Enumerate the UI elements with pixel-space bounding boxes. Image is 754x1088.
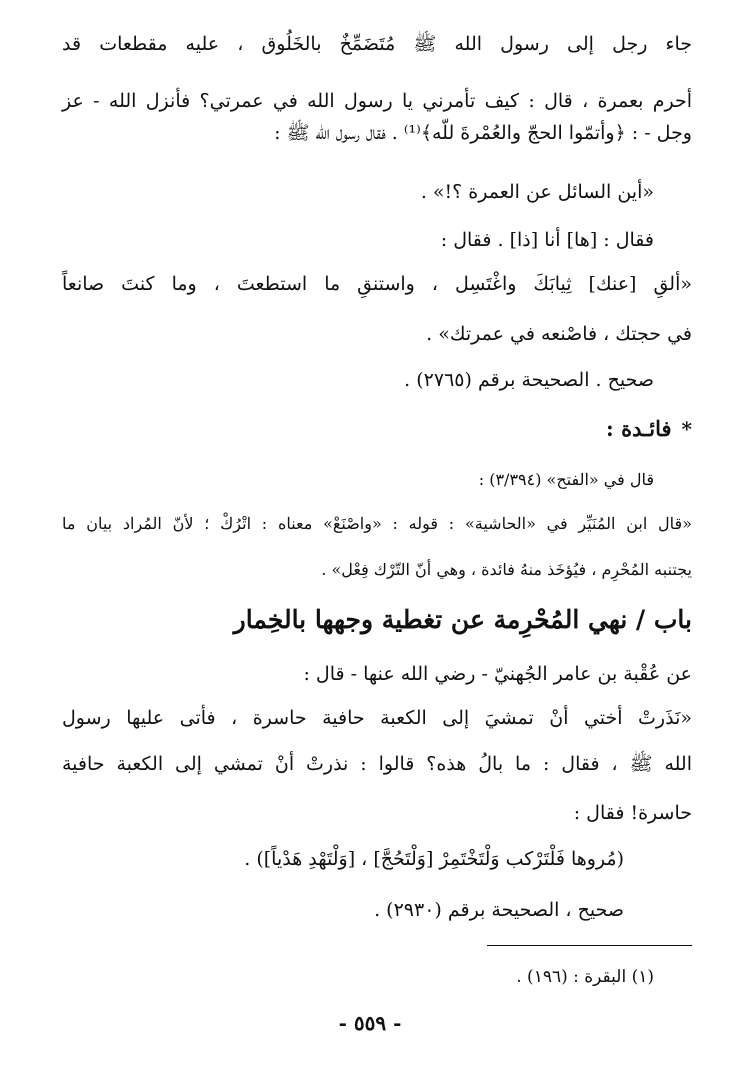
hadith-line-1: جاء رجل إلى رسول الله ﷺ مُتَضَمِّخٌ بالخَلُوق ، عليه مقطعات قد [62, 33, 692, 55]
faida-line-1: قال في «الفتح» (٣/٣٩٤) : [478, 470, 654, 489]
footnote: (١) البقرة : (١٩٦) . [516, 967, 654, 987]
chapter-line-3: الله ﷺ ، فقال : ما بالُ هذه؟ قالوا : نذرتْ أنْ تمشي إلى الكعبة حافية [62, 753, 692, 775]
chapter-heading: باب / نهي المُحْرِمة عن تغطية وجهها بالخِمار [233, 605, 692, 634]
chapter-line-5: (مُروها فَلْتَرْكب وَلْتَخْتَمِرْ [وَلْتَحُجَّ] ، [وَلْتَهْدِ هَدْياً]) . [244, 848, 624, 870]
faida-line-2: «قال ابن المُنَيِّر في «الحاشية» : قوله : «واصْنَعْ» معناه : اتْرُكْ ؛ لأنّ المُراد بيان ما [62, 514, 692, 533]
hadith-line-2: أحرم بعمرة ، قال : كيف تأمرني يا رسول الله في عمرتي؟ فأنزل الله - عز [62, 90, 692, 112]
footnote-divider [487, 945, 692, 946]
hadith-grading-2: صحيح ، الصحيحة برقم (٢٩٣٠) . [374, 899, 624, 921]
hadith-line-6: «ألقِ [عنك] ثِيابَكَ واغْتَسِل ، واستنقِ ما استطعتَ ، وما كنتَ صانعاً [62, 273, 692, 295]
faida-line-3: يجتنبه المُحْرِم ، فيُؤخَذ منهُ فائدة ، وهي أنّ التّرْك فِعْل» . [321, 560, 692, 579]
page-number: - ٥٥٩ - [338, 1011, 402, 1035]
hadith-grading-1: صحيح . الصحيحة برقم (٢٧٦٥) . [404, 369, 654, 391]
hadith-line-3: وجل - : ﴿وأتمّوا الحجّ والعُمْرةَ للّه﴾⁽¹⁾ . فقال رسول الله ﷺ : [274, 122, 692, 144]
hadith-line-5: فقال : [ها] أنا [ذا] . فقال : [440, 229, 654, 251]
chapter-line-2: «نَذَرتْ أختي أنْ تمشيَ إلى الكعبة حافية حاسرة ، فأتى عليها رسول [62, 707, 692, 729]
chapter-line-1: عن عُقْبة بن عامر الجُهنيّ - رضي الله عنها - قال : [303, 663, 692, 685]
chapter-line-4: حاسرة! فقال : [573, 802, 692, 824]
hadith-line-7: في حجتك ، فاصْنعه في عمرتك» . [426, 323, 692, 345]
hadith-line-4: «أين السائل عن العمرة ؟!» . [420, 181, 654, 203]
star-icon: * [681, 417, 692, 441]
faida-heading [606, 413, 692, 445]
faida-title: فائـدة : [606, 416, 672, 441]
